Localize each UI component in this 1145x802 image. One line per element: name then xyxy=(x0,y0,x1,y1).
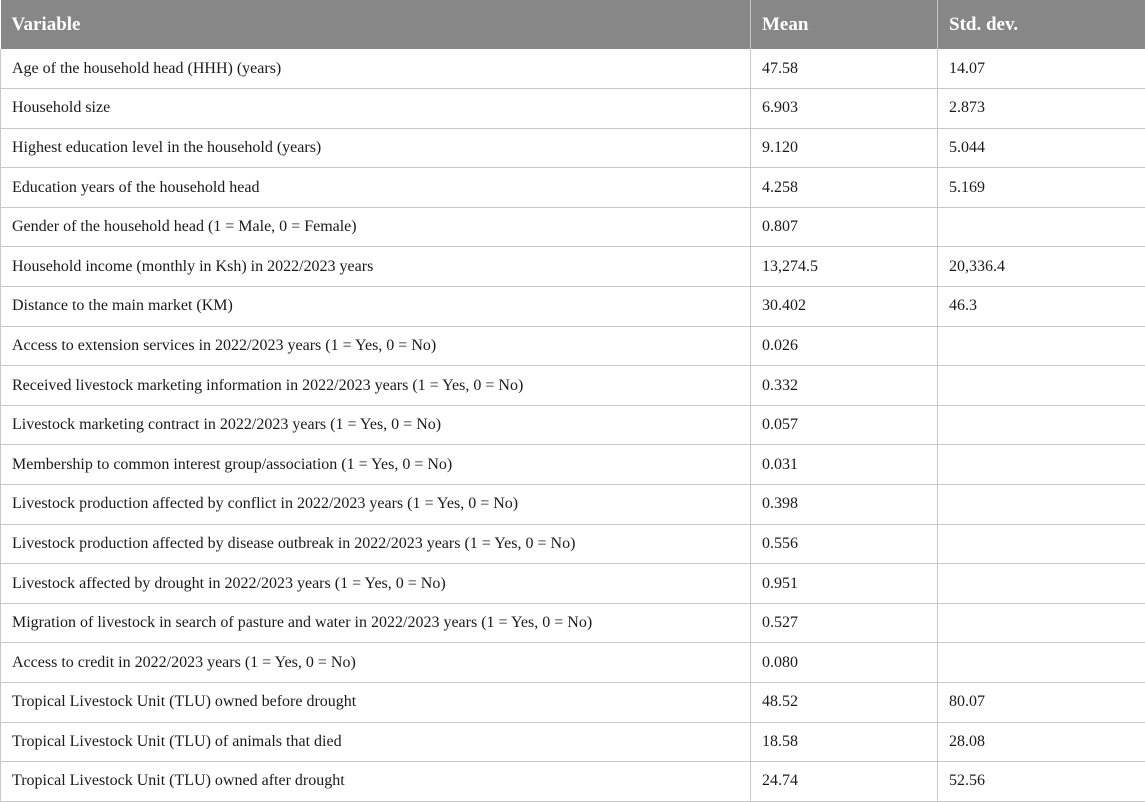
mean-cell: 0.556 xyxy=(751,524,938,564)
std-dev-cell xyxy=(938,524,1145,564)
std-dev-cell: 28.08 xyxy=(938,722,1145,762)
mean-cell: 4.258 xyxy=(751,168,938,208)
mean-cell: 47.58 xyxy=(751,49,938,89)
mean-cell: 24.74 xyxy=(751,762,938,802)
mean-cell: 0.807 xyxy=(751,207,938,247)
variable-cell: Access to extension services in 2022/2023 years (1 = Yes, 0 = No) xyxy=(1,326,751,366)
table-row xyxy=(1,49,1145,89)
table-row xyxy=(1,247,1145,287)
std-dev-cell: 5.044 xyxy=(938,128,1145,168)
std-dev-cell: 52.56 xyxy=(938,762,1145,802)
mean-cell: 13,274.5 xyxy=(751,247,938,287)
variable-cell: Received livestock marketing information in 2022/2023 years (1 = Yes, 0 = No) xyxy=(1,366,751,406)
table-row xyxy=(1,524,1145,564)
mean-cell: 6.903 xyxy=(751,89,938,129)
table-row xyxy=(1,603,1145,643)
table-row xyxy=(1,643,1145,683)
variable-cell: Livestock marketing contract in 2022/2023 years (1 = Yes, 0 = No) xyxy=(1,405,751,445)
table-body xyxy=(1,49,1145,801)
header-row xyxy=(1,0,1145,49)
table-row xyxy=(1,683,1145,723)
variable-cell: Membership to common interest group/association (1 = Yes, 0 = No) xyxy=(1,445,751,485)
table-row xyxy=(1,128,1145,168)
header-variable: Variable xyxy=(1,0,751,49)
variable-cell: Tropical Livestock Unit (TLU) owned after drought xyxy=(1,762,751,802)
std-dev-cell: 20,336.4 xyxy=(938,247,1145,287)
table-row xyxy=(1,485,1145,525)
std-dev-cell xyxy=(938,603,1145,643)
std-dev-cell: 46.3 xyxy=(938,287,1145,327)
mean-cell: 0.332 xyxy=(751,366,938,406)
mean-cell: 18.58 xyxy=(751,722,938,762)
mean-cell: 0.527 xyxy=(751,603,938,643)
std-dev-cell: 5.169 xyxy=(938,168,1145,208)
table-row xyxy=(1,405,1145,445)
table-row xyxy=(1,762,1145,802)
std-dev-cell xyxy=(938,445,1145,485)
std-dev-cell xyxy=(938,564,1145,604)
std-dev-cell xyxy=(938,485,1145,525)
table-row xyxy=(1,564,1145,604)
table-row xyxy=(1,89,1145,129)
table-row xyxy=(1,207,1145,247)
variable-cell: Livestock affected by drought in 2022/2023 years (1 = Yes, 0 = No) xyxy=(1,564,751,604)
variable-cell: Tropical Livestock Unit (TLU) of animals that died xyxy=(1,722,751,762)
std-dev-cell: 14.07 xyxy=(938,49,1145,89)
mean-cell: 30.402 xyxy=(751,287,938,327)
table-row xyxy=(1,326,1145,366)
std-dev-cell xyxy=(938,643,1145,683)
variable-cell: Household income (monthly in Ksh) in 2022/2023 years xyxy=(1,247,751,287)
mean-cell: 0.057 xyxy=(751,405,938,445)
variable-cell: Age of the household head (HHH) (years) xyxy=(1,49,751,89)
variable-cell: Highest education level in the household (years) xyxy=(1,128,751,168)
mean-cell: 9.120 xyxy=(751,128,938,168)
std-dev-cell: 2.873 xyxy=(938,89,1145,129)
std-dev-cell xyxy=(938,405,1145,445)
table-row xyxy=(1,366,1145,406)
mean-cell: 0.031 xyxy=(751,445,938,485)
std-dev-cell xyxy=(938,366,1145,406)
std-dev-cell xyxy=(938,207,1145,247)
table-row xyxy=(1,168,1145,208)
variable-cell: Gender of the household head (1 = Male, 0 = Female) xyxy=(1,207,751,247)
std-dev-cell: 80.07 xyxy=(938,683,1145,723)
variable-cell: Livestock production affected by disease outbreak in 2022/2023 years (1 = Yes, 0 = No) xyxy=(1,524,751,564)
header-std-dev: Std. dev. xyxy=(938,0,1145,49)
variable-cell: Education years of the household head xyxy=(1,168,751,208)
table-row xyxy=(1,445,1145,485)
mean-cell: 0.026 xyxy=(751,326,938,366)
table-row xyxy=(1,722,1145,762)
std-dev-cell xyxy=(938,326,1145,366)
variable-cell: Household size xyxy=(1,89,751,129)
variable-cell: Tropical Livestock Unit (TLU) owned before drought xyxy=(1,683,751,723)
table-row xyxy=(1,287,1145,327)
variable-cell: Distance to the main market (KM) xyxy=(1,287,751,327)
table-header xyxy=(1,0,1145,49)
mean-cell: 0.080 xyxy=(751,643,938,683)
variable-cell: Migration of livestock in search of pasture and water in 2022/2023 years (1 = Yes, 0 = No) xyxy=(1,603,751,643)
variable-cell: Access to credit in 2022/2023 years (1 = Yes, 0 = No) xyxy=(1,643,751,683)
header-mean: Mean xyxy=(751,0,938,49)
mean-cell: 48.52 xyxy=(751,683,938,723)
mean-cell: 0.398 xyxy=(751,485,938,525)
variable-cell: Livestock production affected by conflict in 2022/2023 years (1 = Yes, 0 = No) xyxy=(1,485,751,525)
mean-cell: 0.951 xyxy=(751,564,938,604)
